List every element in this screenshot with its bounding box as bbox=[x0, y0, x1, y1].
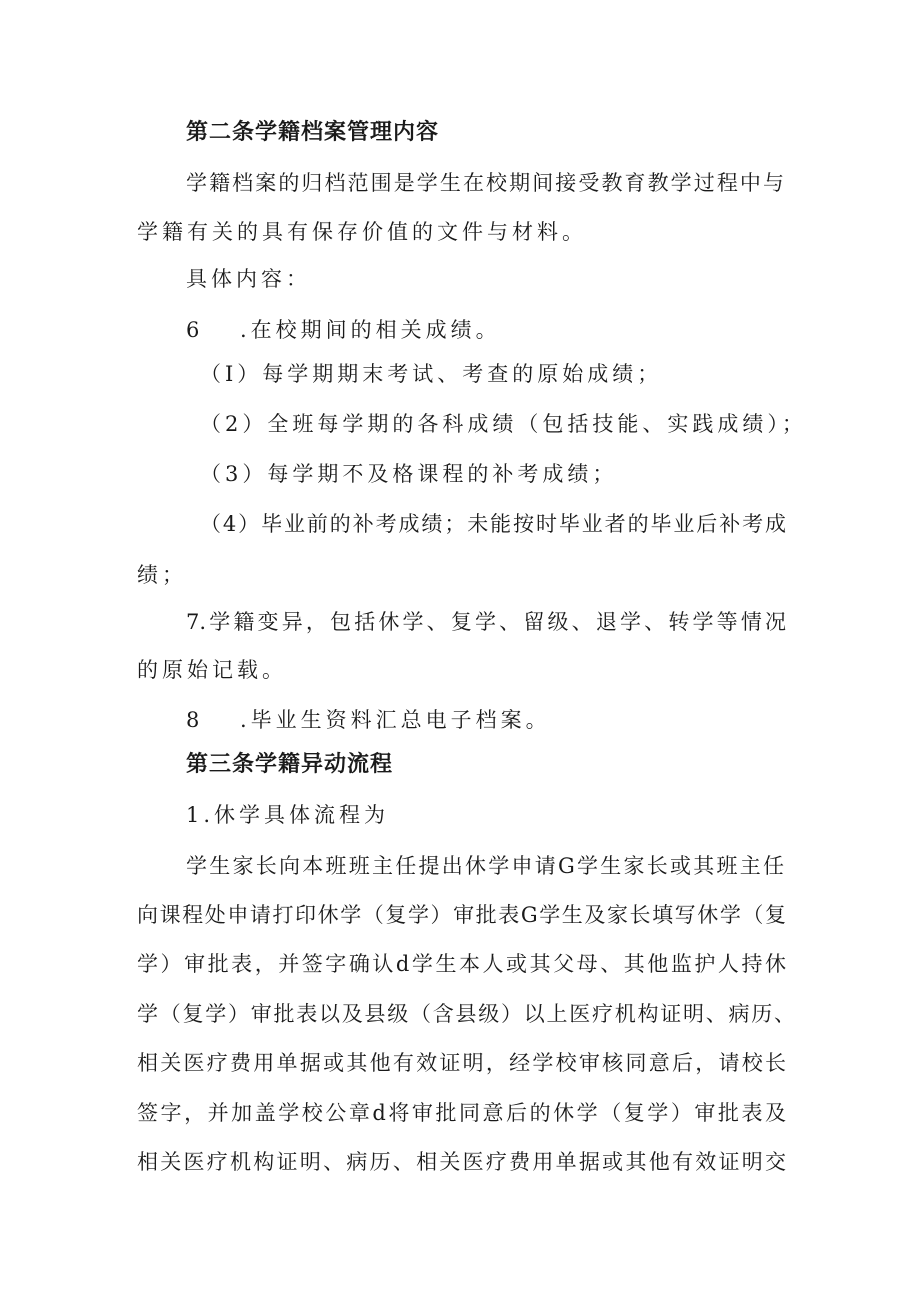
article2-heading: 第二条学籍档案管理内容 bbox=[186, 120, 440, 145]
sub-item-1: （I）每学期期末考试、考查的原始成绩； bbox=[200, 362, 663, 386]
para-line-5: 相关医疗费用单据或其他有效证明，经学校审核同意后，请校长 bbox=[137, 1051, 786, 1075]
para-line-6: 签字，并加盖学校公章d将审批同意后的休学（复学）审批表及 bbox=[137, 1101, 786, 1125]
para-line-4: 学（复学）审批表以及县级（含县级）以上医疗机构证明、病历、 bbox=[137, 1002, 795, 1026]
item-8-text: .毕业生资料汇总电子档案。 bbox=[240, 708, 551, 732]
para-line-1: 学生家长向本班班主任提出休学申请G学生家长或其班主任 bbox=[186, 854, 784, 878]
para-line-7: 相关医疗机构证明、病历、相关医疗费用单据或其他有效证明交 bbox=[137, 1150, 786, 1174]
sub-item-2: （2）全班每学期的各科成绩（包括技能、实践成绩）； bbox=[200, 412, 807, 436]
article3-item-1: 1.休学具体流程为 bbox=[186, 803, 390, 827]
scope-line-1: 学籍档案的归档范围是学生在校期间接受教育教学过程中与 bbox=[186, 171, 784, 195]
item-6-number: 6 bbox=[186, 318, 200, 342]
item-7-line-1: 7.学籍变异，包括休学、复学、留级、退学、转学等情况 bbox=[186, 610, 786, 634]
sub-item-4-line-2: 绩； bbox=[137, 563, 187, 587]
item-6-text: .在校期间的相关成绩。 bbox=[240, 318, 501, 342]
para-line-2: 向课程处申请打印休学（复学）审批表G学生及家长填写休学（复 bbox=[137, 903, 786, 927]
sub-item-3: （3）每学期不及格课程的补考成绩； bbox=[200, 462, 618, 486]
sub-item-4-line-1: （4）毕业前的补考成绩；未能按时毕业者的毕业后补考成 bbox=[200, 512, 786, 536]
para-line-3: 学）审批表，并签字确认d学生本人或其父母、其他监护人持休 bbox=[137, 952, 786, 976]
item-8-number: 8 bbox=[186, 708, 200, 732]
item-7-line-2: 的原始记载。 bbox=[137, 658, 287, 682]
scope-line-2: 学籍有关的具有保存价值的文件与材料。 bbox=[137, 220, 587, 244]
specific-content-label: 具体内容： bbox=[186, 267, 311, 291]
article3-heading: 第三条学籍异动流程 bbox=[186, 752, 394, 777]
